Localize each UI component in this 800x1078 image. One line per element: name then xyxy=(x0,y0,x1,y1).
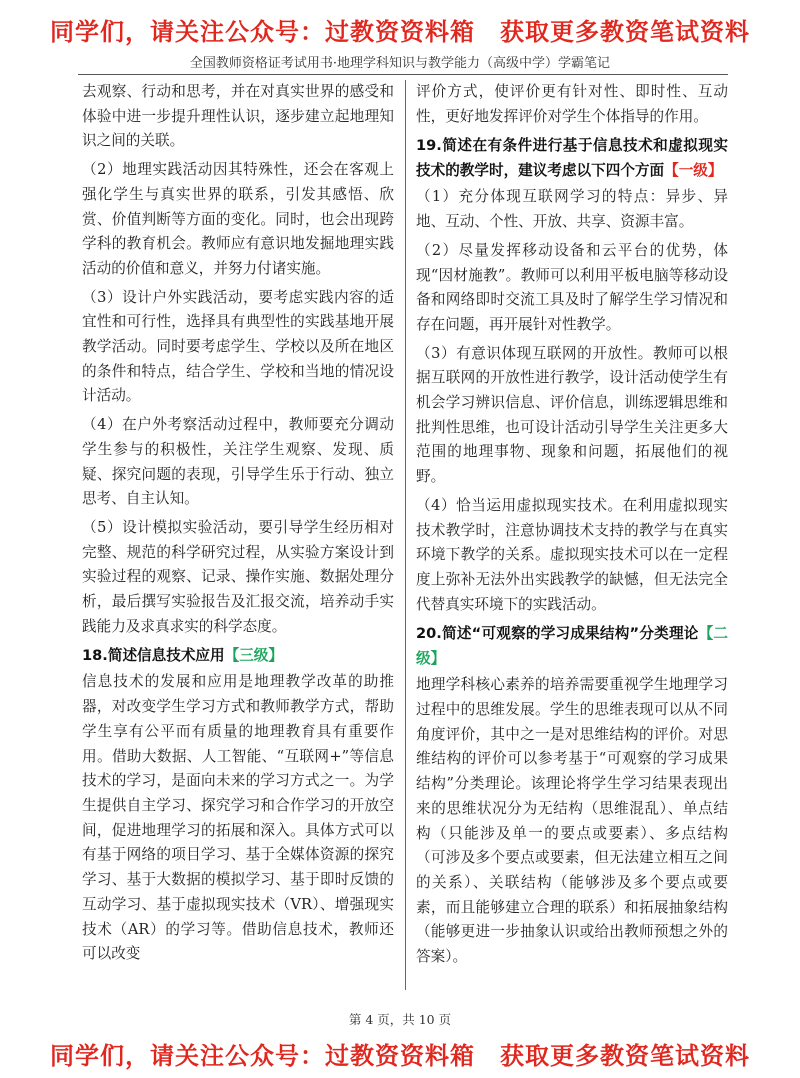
book-subtitle: 全国教师资格证考试用书·地理学科知识与教学能力（高级中学）学霸笔记 xyxy=(189,56,611,71)
paragraph: （2）尽量发挥移动设备和云平台的优势，体现“因材施教”。教师可以利用平板电脑等移动设备和网络即时交流工具及时了解学生学习情况和存在问题，再开展针对性教学。 xyxy=(416,241,728,333)
paragraph: （3）有意识体现互联网的开放性。教师可以根据互联网的开放性进行教学，设计活动使学生有机会学习辨识信息、评价信息，训练逻辑思维和批判性思维，也可设计活动引导学生关注更多大范围的地理事物、现象和问题，拓展他们的视野。 xyxy=(416,344,728,486)
page-number: 第 4 页，共 10 页 xyxy=(348,1012,452,1027)
right-column xyxy=(416,80,728,972)
left-column xyxy=(82,80,394,969)
paragraph: （4）在户外考察活动过程中，教师要充分调动学生参与的积极性，关注学生观察、发现、质疑、探究问题的表现，引导学生乐于行动、独立思考、自主认知。 xyxy=(82,416,394,508)
question-18-heading xyxy=(82,643,394,668)
column-divider xyxy=(405,80,406,990)
question-19-heading xyxy=(416,133,728,183)
level-badge: 【一级】 xyxy=(664,162,723,180)
question-title: 18.简述信息技术应用 xyxy=(82,647,225,665)
paragraph: （4）恰当运用虚拟现实技术。在利用虚拟现实技术教学时，注意协调技术支持的教学与在真实环境下教学的关系。虚拟现实技术可以在一定程度上弥补无法外出实践教学的缺憾，但无法完全代替真实环境下的实践活动。 xyxy=(416,496,728,613)
header-rule xyxy=(78,74,728,75)
paragraph: （3）设计户外实践活动，要考虑实践内容的适宜性和可行性，选择具有典型性的实践基地开展教学活动。同时要考虑学生、学校以及所在地区的条件和特点，结合学生、学校和当地的情况设计活动。 xyxy=(82,288,394,405)
paragraph: 去观察、行动和思考，并在对真实世界的感受和体验中进一步提升理性认识，逐步建立起地理知识之间的关联。 xyxy=(82,83,394,150)
level-badge: 【二级】 xyxy=(416,625,728,668)
paragraph: （5）设计模拟实验活动，要引导学生经历相对完整、规范的科学研究过程，从实验方案设计到实验过程的观察、记录、操作实施、数据处理分析，最后撰写实验报告及汇报交流，培养动手实践能力及求真求实的科学态度。 xyxy=(82,518,394,635)
paragraph: （1）充分体现互联网学习的特点：异步、异地、互动、个性、开放、共享、资源丰富。 xyxy=(416,188,728,231)
question-title: 20.简述“可观察的学习成果结构”分类理论 xyxy=(416,625,699,643)
question-title: 19.简述在有条件进行基于信息技术和虚拟现实技术的教学时，建议考虑以下四个方面 xyxy=(416,137,728,180)
question-20-heading xyxy=(416,621,728,671)
level-badge: 【三级】 xyxy=(224,647,283,665)
paragraph: 信息技术的发展和应用是地理教学改革的助推器，对改变学生学习方式和教师教学方式，帮助学生享有公平而有质量的地理教育具有重要作用。借助大数据、人工智能、“互联网+”等信息技术的学习，是面向未来的学习方式之一。为学生提供自主学习、探究学习和合作学习的开放空间，促进地理学习的拓展和深入。具体方式可以有基于网络的项目学习、基于全媒体资源的探究学习、基于大数据的模拟学习、基于即时反馈的互动学习、基于虚拟现实技术（VR）、增强现实技术（AR）的学习等。借助信息技术，教师还可以改变 xyxy=(82,673,394,963)
paragraph: 评价方式，使评价更有针对性、即时性、互动性，更好地发挥评价对学生个体指导的作用。 xyxy=(416,83,728,125)
paragraph: （2）地理实践活动因其特殊性，还会在客观上强化学生与真实世界的联系，引发其感悟、欣赏、价值判断等方面的变化。同时，也会出现跨学科的教育机会。教师应有意识地发掘地理实践活动的价值和意义，并努力付诸实施。 xyxy=(82,161,394,277)
promo-banner-top: 同学们，请关注公众号：过教资资料箱 获取更多教资笔试资料 xyxy=(50,18,750,46)
paragraph: 地理学科核心素养的培养需要重视学生地理学习过程中的思维发展。学生的思维表现可以从不同角度评价，其中之一是对思维结构的评价。对思维结构的评价可以参考基于“可观察的学习成果结构”分类理论。该理论将学生学习结果表现出来的思维状况分为无结构（思维混乱）、单点结构（只能涉及单一的要点或要素）、多点结构（可涉及多个要点或要素，但无法建立相互之间的关系）、关联结构（能够涉及多个要点或要素，而且能够建立合理的联系）和拓展抽象结构（能够更进一步抽象认识或给出教师预想之外的答案）。 xyxy=(416,676,728,966)
promo-banner-bottom: 同学们，请关注公众号：过教资资料箱 获取更多教资笔试资料 xyxy=(50,1042,750,1070)
